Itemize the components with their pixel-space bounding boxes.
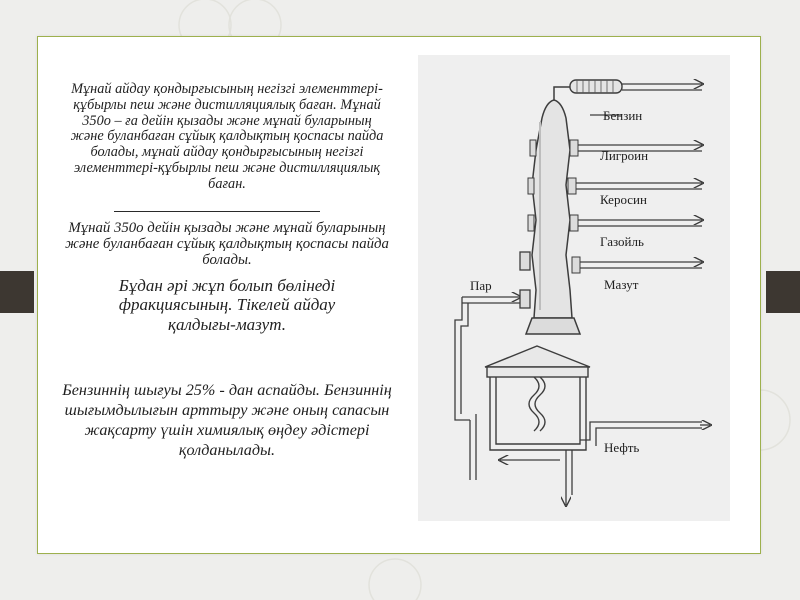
left-accent-bar [0, 271, 34, 313]
paragraph-1: Мұнай айдау қондырғысының негізгі элементтері-құбырлы пеш және дистилляциялық баған. Мұнай 350о – ға дейін қызады және мұнай буларының және буланбаған сұйық қалдықтың қоспасы пайда болады, мұнай айдау қондырғысының негізгі элементтері-құбырлы пеш және дистилляциялық баған. [70, 81, 384, 192]
label-par: Пар [470, 278, 492, 293]
label-neft: Нефть [604, 440, 640, 455]
label-kerosin: Керосин [600, 192, 647, 207]
text-column [46, 82, 408, 460]
label-mazut: Мазут [604, 277, 639, 292]
label-ligroin: Лигроин [600, 148, 649, 163]
right-accent-bar [766, 271, 800, 313]
paragraph-3: Бұдан әрі жұп болып бөлінеді фракциясының. Тікелей айдау қалдығы-мазут. [118, 275, 336, 334]
paragraph-4: Бензиннің шығуы 25% - дан аспайды. Бензиннің шығымдылығын арттыру және оның сапасын жақсарту үшін химиялық өңдеу әдістері қолданылады. [62, 381, 392, 460]
divider-line [114, 211, 320, 212]
diagram-background [418, 55, 730, 521]
label-gazoil: Газойль [600, 234, 644, 249]
distillation-diagram [418, 55, 730, 521]
paragraph-2: Мұнай 350о дейін қызады және мұнай буларының және буланбаған сұйық қалдықтың қоспасы пайда болады. [65, 219, 389, 269]
label-benzin: Бензин [603, 108, 643, 123]
